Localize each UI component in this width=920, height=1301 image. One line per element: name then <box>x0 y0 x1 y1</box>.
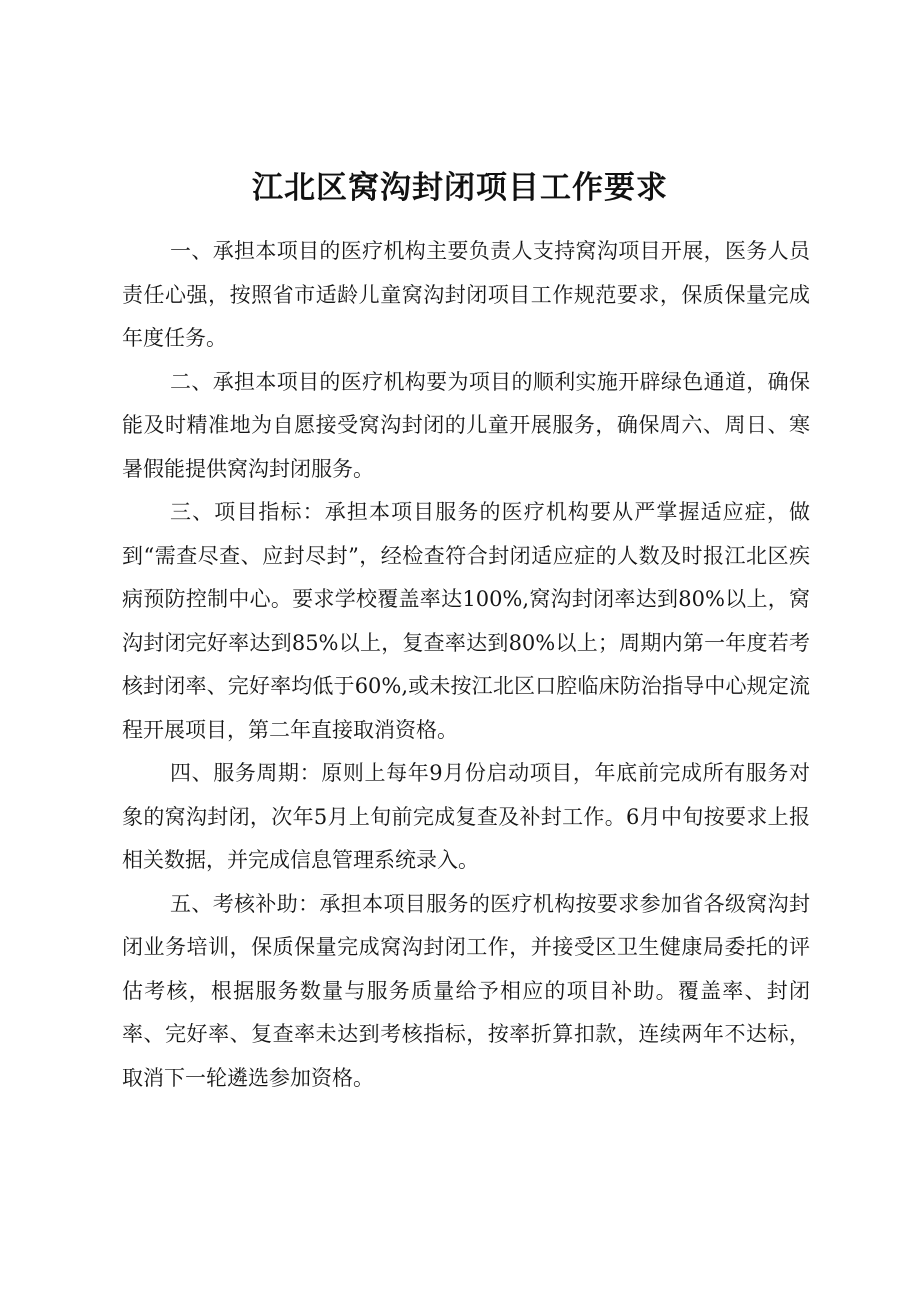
paragraph-1: 一、承担本项目的医疗机构主要负责人支持窝沟项目开展，医务人员责任心强，按照省市适龄儿童窝沟封闭项目工作规范要求，保质保量完成年度任务。 <box>122 239 810 350</box>
paragraph-2: 二、承担本项目的医疗机构要为项目的顺利实施开辟绿色通道，确保能及时精准地为自愿接受窝沟封闭的儿童开展服务，确保周六、周日、寒暑假能提供窝沟封闭服务。 <box>122 369 810 481</box>
paragraph-3: 三、项目指标：承担本项目服务的医疗机构要从严掌握适应症，做到“需查尽查、应封尽封”，经检查符合封闭适应症的人数及时报江北区疾病预防控制中心。要求学校覆盖率达100%,窝沟封闭率达到80%以上，窝沟封闭完好率达到85%以上，复查率达到80%以上；周期内第一年度若考核封闭率、完好率均低于60%,或未按江北区口腔临床防治指导中心规定流程开展项目，第二年直接取消资格。 <box>122 500 810 742</box>
paragraph-4: 四、服务周期：原则上每年9月份启动项目，年底前完成所有服务对象的窝沟封闭，次年5月上旬前完成复查及补封工作。6月中旬按要求上报相关数据，并完成信息管理系统录入。 <box>122 761 810 872</box>
document-title: 江北区窝沟封闭项目工作要求 <box>252 170 668 206</box>
paragraph-5: 五、考核补助：承担本项目服务的医疗机构按要求参加省各级窝沟封闭业务培训，保质保量完成窝沟封闭工作，并接受区卫生健康局委托的评估考核，根据服务数量与服务质量给予相应的项目补助。覆盖率、封闭率、完好率、复查率未达到考核指标，按率折算扣款，连续两年不达标，取消下一轮遴选参加资格。 <box>122 891 810 1090</box>
document-body <box>122 230 810 1100</box>
